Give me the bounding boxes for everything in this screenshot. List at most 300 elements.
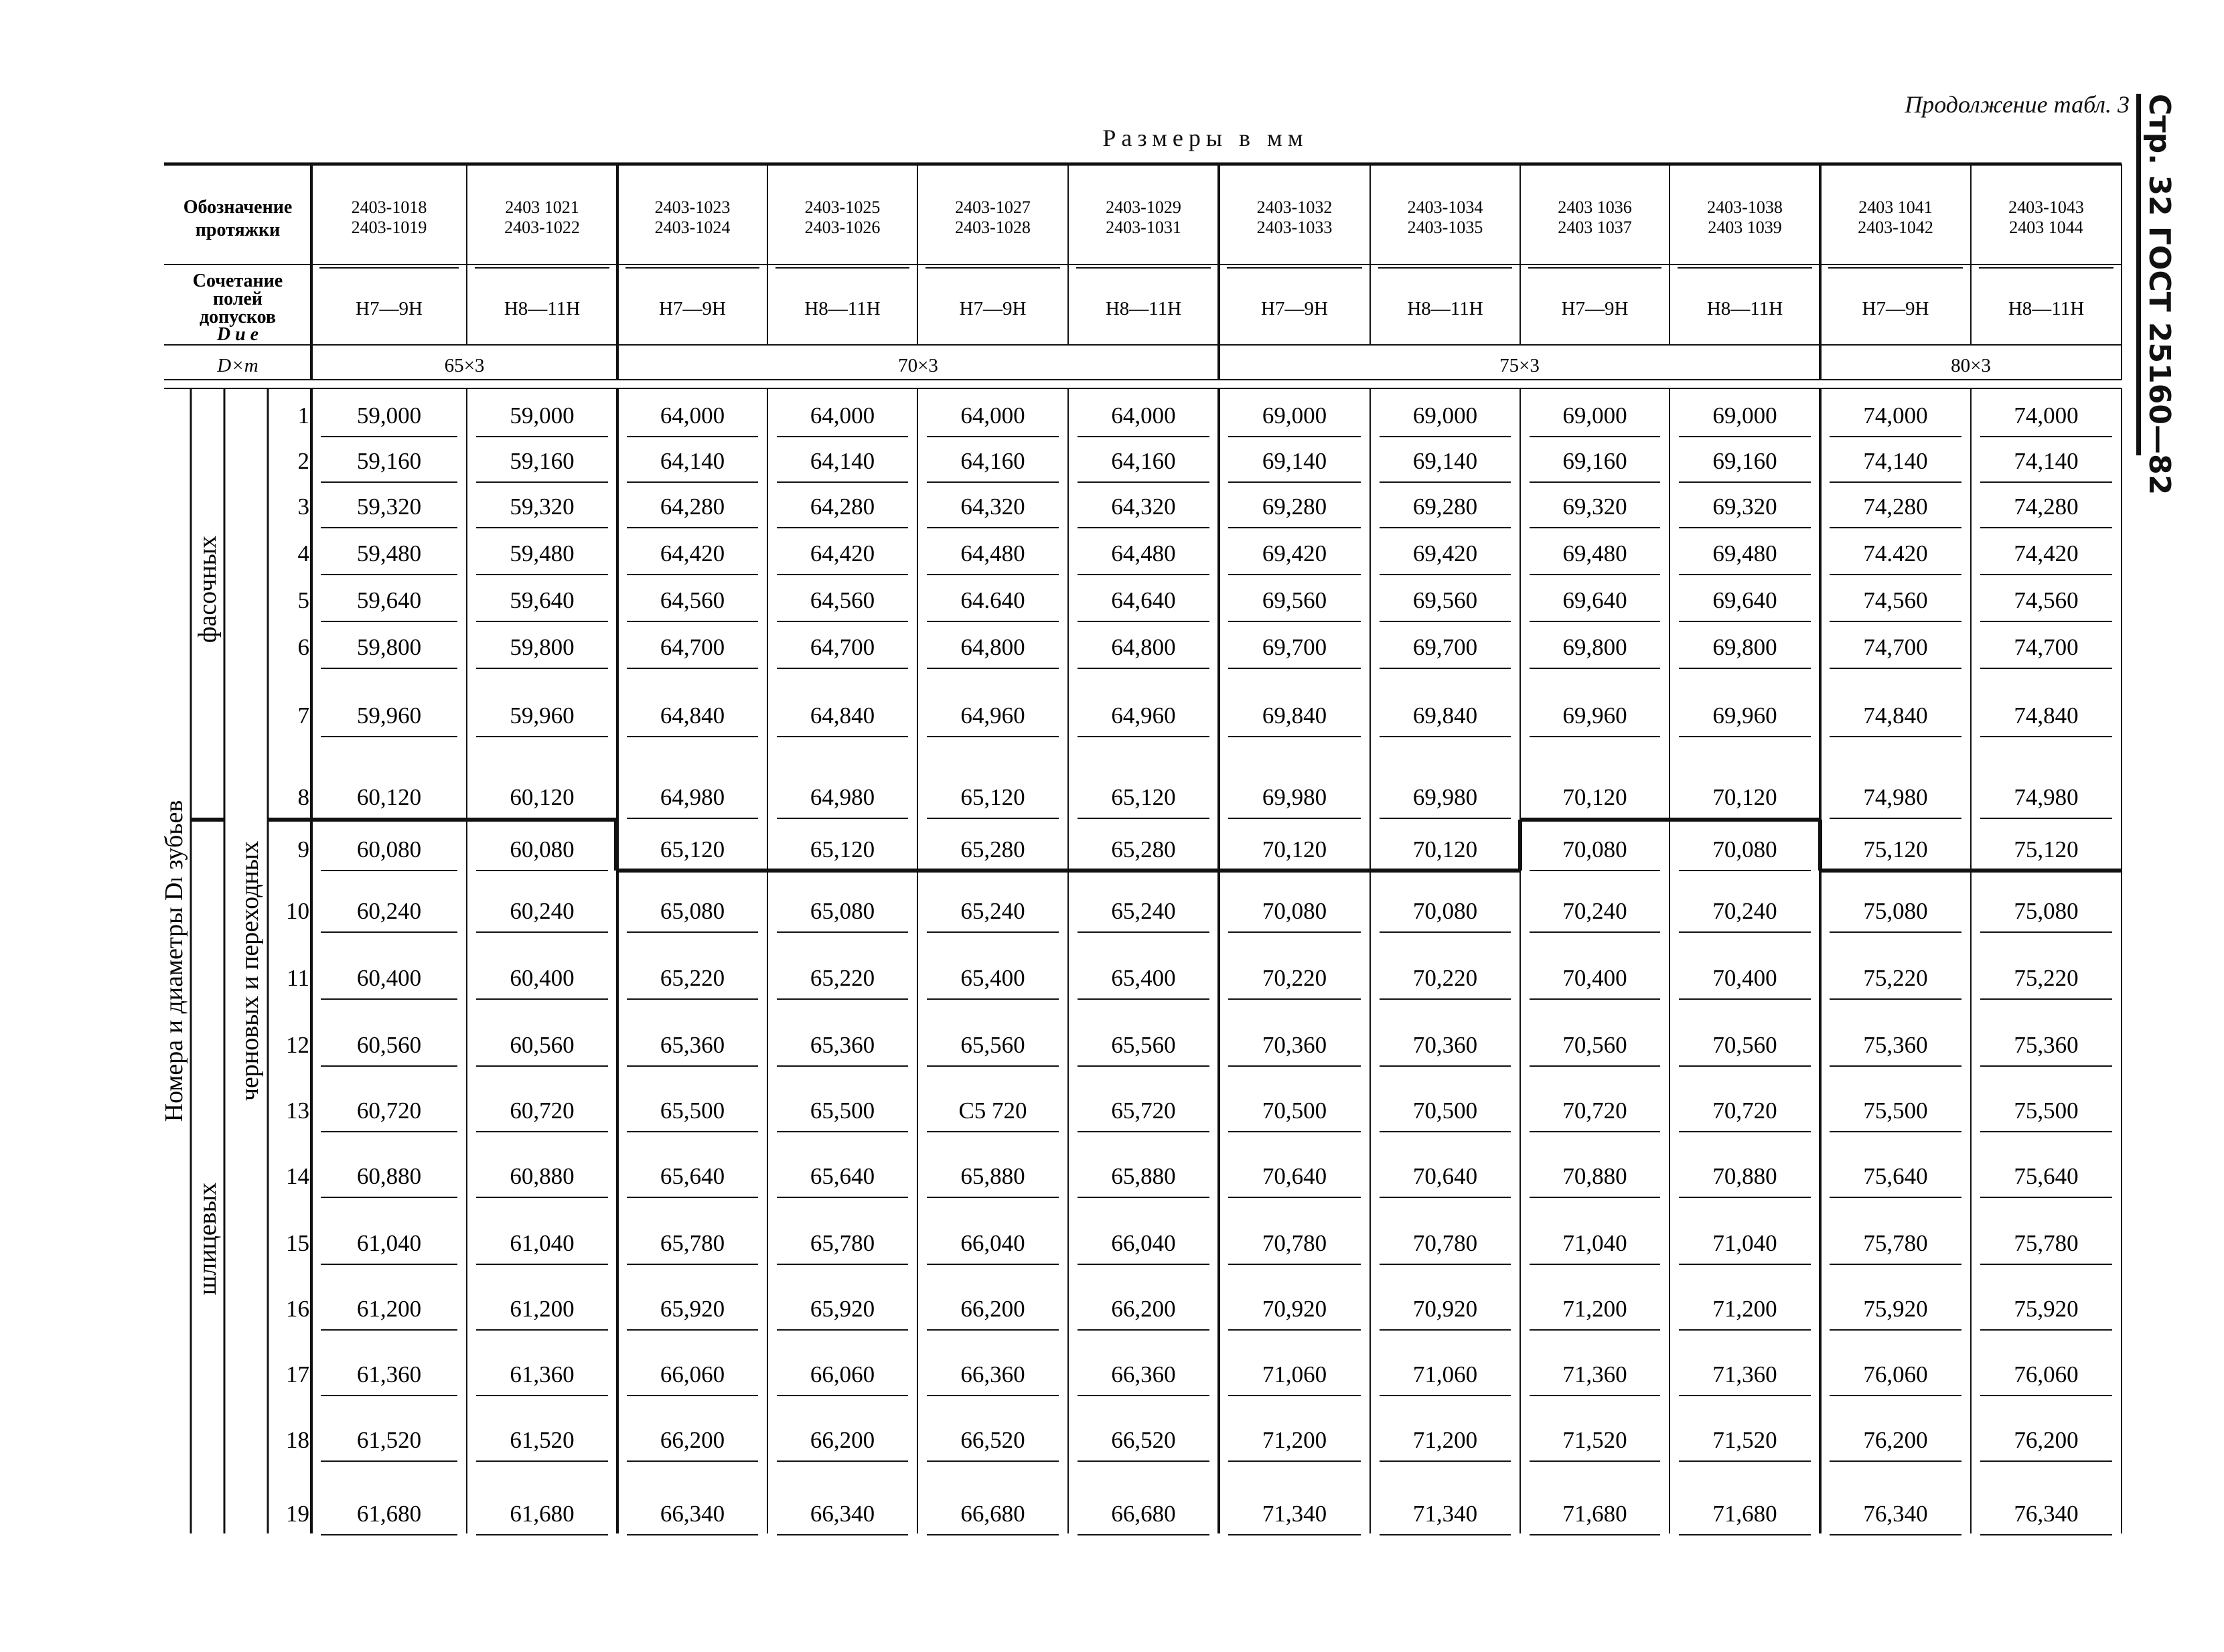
- table-cell: 75,640: [2014, 1163, 2079, 1189]
- table-cell: 61,680: [510, 1501, 575, 1527]
- designation-header-label: протяжки: [195, 220, 281, 240]
- row-group-roughing-label: черновых и переходных: [236, 840, 264, 1102]
- table-cell: 69,640: [1712, 587, 1777, 613]
- table-cell: 64,840: [660, 702, 725, 729]
- row-number: 4: [297, 540, 309, 567]
- table-cell: 64,960: [960, 702, 1025, 729]
- table-cell: 75,120: [2014, 836, 2079, 862]
- table-cell: 70,920: [1262, 1296, 1327, 1322]
- table-cell: 60,080: [510, 836, 575, 862]
- table-cell: 65,120: [960, 784, 1025, 810]
- column-designation: 2403 1041: [1858, 198, 1933, 217]
- table-cell: 64,480: [960, 540, 1025, 567]
- table-cell: 69,140: [1412, 448, 1478, 474]
- table-cell: 70,780: [1262, 1230, 1327, 1256]
- table-cell: 76,340: [1863, 1501, 1928, 1527]
- table-cell: 71,040: [1562, 1230, 1627, 1256]
- table-cell: 71,200: [1412, 1427, 1478, 1453]
- table-cell: 70,780: [1412, 1230, 1478, 1256]
- column-designation: 2403-1031: [1106, 218, 1181, 237]
- table-cell: 60,720: [510, 1098, 575, 1124]
- column-designation: 2403-1043: [2008, 198, 2084, 217]
- table-cell: 69,280: [1412, 494, 1478, 520]
- table-cell: 70,120: [1562, 784, 1627, 810]
- table-cell: 65,120: [1111, 784, 1176, 810]
- table-cell: 69,640: [1562, 587, 1627, 613]
- table-cell: 70,240: [1712, 898, 1777, 924]
- column-tolerance: H8—11H: [1105, 298, 1182, 319]
- table-cell: 69,480: [1712, 540, 1777, 567]
- column-designation: 2403 1036: [1558, 198, 1632, 217]
- table-cell: 65,280: [960, 836, 1025, 862]
- row-number: 2: [297, 448, 309, 474]
- row-number: 17: [286, 1361, 309, 1387]
- table-cell: 75,920: [1863, 1296, 1928, 1322]
- column-tolerance: H7—9H: [959, 298, 1027, 319]
- table-cell: 71,520: [1712, 1427, 1777, 1453]
- table-cell: 59,160: [510, 448, 575, 474]
- table-cell: 69,000: [1712, 402, 1777, 429]
- row-number: 7: [297, 702, 309, 729]
- table-cell: 74,560: [1863, 587, 1928, 613]
- column-tolerance: H8—11H: [1706, 298, 1783, 319]
- table-cell: 75,120: [1863, 836, 1928, 862]
- table-cell: 69,420: [1412, 540, 1478, 567]
- row-number: 10: [286, 898, 309, 924]
- table-cell: 61,520: [356, 1427, 422, 1453]
- table-cell: 61,680: [356, 1501, 422, 1527]
- table-cell: 75,220: [2014, 965, 2079, 991]
- table-cell: 65,560: [1111, 1032, 1176, 1058]
- table-cell: 64,700: [660, 634, 725, 660]
- table-cell: 74,700: [1863, 634, 1928, 660]
- table-cell: 75,080: [1863, 898, 1928, 924]
- table-cell: 69,280: [1262, 494, 1327, 520]
- table-cell: 70,720: [1562, 1098, 1627, 1124]
- table-cell: 59,000: [356, 402, 422, 429]
- table-cell: 74,980: [1863, 784, 1928, 810]
- table-cell: 59,640: [356, 587, 422, 613]
- table-cell: 70,880: [1562, 1163, 1627, 1189]
- table-cell: 64,160: [1111, 448, 1176, 474]
- table-cell: 65,400: [1111, 965, 1176, 991]
- column-tolerance: H7—9H: [1561, 298, 1629, 319]
- tolerance-header-label: D и e: [216, 324, 259, 345]
- table-cell: 69,000: [1412, 402, 1478, 429]
- table-cell: 65,640: [660, 1163, 725, 1189]
- table-cell: 75,780: [1863, 1230, 1928, 1256]
- table-cell: 65,920: [810, 1296, 875, 1322]
- column-tolerance: H8—11H: [2008, 298, 2085, 319]
- column-designation: 2403-1038: [1707, 198, 1783, 217]
- row-number: 11: [287, 965, 309, 991]
- table-cell: 74,840: [1863, 702, 1928, 729]
- table-cell: 59,480: [356, 540, 422, 567]
- table-cell: 76,060: [2014, 1361, 2079, 1387]
- table-cell: 65,500: [660, 1098, 725, 1124]
- table-cell: 69,560: [1412, 587, 1478, 613]
- table-cell: 71,040: [1712, 1230, 1777, 1256]
- table-cell: 60,880: [510, 1163, 575, 1189]
- table-cell: 64,700: [810, 634, 875, 660]
- table-cell: 69,000: [1562, 402, 1627, 429]
- table-cell: 69,560: [1262, 587, 1327, 613]
- column-designation: 2403-1023: [654, 198, 731, 217]
- column-designation: 2403 1039: [1708, 218, 1782, 237]
- table-cell: 64,980: [660, 784, 725, 810]
- column-tolerance: H8—11H: [1407, 298, 1483, 319]
- table-cell: 74,560: [2014, 587, 2079, 613]
- table-cell: 64,000: [810, 402, 875, 429]
- table-cell: 60,560: [356, 1032, 422, 1058]
- table-cell: 69,960: [1562, 702, 1627, 729]
- table-cell: 69,840: [1412, 702, 1478, 729]
- table-cell: 70,560: [1712, 1032, 1777, 1058]
- table-cell: 64,280: [660, 494, 725, 520]
- table-cell: 65,220: [660, 965, 725, 991]
- table-cell: 70,500: [1412, 1098, 1478, 1124]
- column-tolerance: H7—9H: [1862, 298, 1929, 319]
- table-cell: 65,880: [960, 1163, 1025, 1189]
- row-number: 13: [286, 1098, 309, 1124]
- table-cell: 69,800: [1712, 634, 1777, 660]
- table-cell: 66,060: [660, 1361, 725, 1387]
- table-cell: 71,520: [1562, 1427, 1627, 1453]
- table-cell: 66,360: [960, 1361, 1025, 1387]
- table-cell: 65,220: [810, 965, 875, 991]
- row-group-spline-label: шлицевых: [194, 1182, 222, 1296]
- column-tolerance: H7—9H: [356, 298, 423, 319]
- table-cell: 66,340: [660, 1501, 725, 1527]
- table-cell: 64,560: [660, 587, 725, 613]
- table-cell: 66,520: [960, 1427, 1025, 1453]
- tolerance-header-label: Сочетание: [192, 271, 283, 291]
- table-cell: 74,840: [2014, 702, 2079, 729]
- table-cell: 61,360: [356, 1361, 422, 1387]
- table-cell: 74,140: [2014, 448, 2079, 474]
- table-cell: 66,200: [1111, 1296, 1176, 1322]
- table-cell: 74,000: [1863, 402, 1928, 429]
- table-cell: 74,000: [2014, 402, 2079, 429]
- row-number: 6: [297, 634, 309, 660]
- table-cell: 59,960: [356, 702, 422, 729]
- table-cell: 64,280: [810, 494, 875, 520]
- table-cell: 70,080: [1712, 836, 1777, 862]
- table-cell: 64.640: [960, 587, 1025, 613]
- table-cell: 60,120: [510, 784, 575, 810]
- table-cell: 64,980: [810, 784, 875, 810]
- column-designation: 2403-1033: [1256, 218, 1333, 237]
- table-cell: 64,320: [960, 494, 1025, 520]
- designation-header-label: Обозначение: [183, 197, 293, 218]
- table-cell: 75,500: [2014, 1098, 2079, 1124]
- table-cell: 76,200: [1863, 1427, 1928, 1453]
- column-tolerance: H7—9H: [659, 298, 726, 319]
- table-cell: 69,160: [1712, 448, 1777, 474]
- table-cell: 64,800: [1111, 634, 1176, 660]
- column-designation: 2403-1018: [351, 198, 427, 217]
- table-cell: 64,480: [1111, 540, 1176, 567]
- table-cell: 66,200: [810, 1427, 875, 1453]
- table-cell: 75,080: [2014, 898, 2079, 924]
- table-cell: 59,160: [356, 448, 422, 474]
- table-cell: 70,120: [1412, 836, 1478, 862]
- table-cell: 65,780: [660, 1230, 725, 1256]
- table-cell: 69,320: [1562, 494, 1627, 520]
- table-cell: 59,960: [510, 702, 575, 729]
- table-cell: 70,500: [1262, 1098, 1327, 1124]
- table-cell: 60,560: [510, 1032, 575, 1058]
- table-cell: 66,040: [1111, 1230, 1176, 1256]
- table-cell: 60,400: [356, 965, 422, 991]
- table-cell: 61,360: [510, 1361, 575, 1387]
- table-cell: 64,560: [810, 587, 875, 613]
- table-cell: 69,700: [1262, 634, 1327, 660]
- column-tolerance: H8—11H: [804, 298, 881, 319]
- column-designation: 2403-1042: [1858, 218, 1933, 237]
- table-cell: 61,200: [356, 1296, 422, 1322]
- table-cell: 64,800: [960, 634, 1025, 660]
- table-cell: 61,040: [356, 1230, 422, 1256]
- table-cell: 70,120: [1262, 836, 1327, 862]
- table-cell: 59,640: [510, 587, 575, 613]
- table-cell: 69,980: [1262, 784, 1327, 810]
- dxm-group: 70×3: [898, 355, 938, 376]
- table-cell: 69,320: [1712, 494, 1777, 520]
- table-cell: 70,080: [1412, 898, 1478, 924]
- table-cell: 65,080: [810, 898, 875, 924]
- table-cell: 74.420: [1863, 540, 1928, 567]
- table-cell: 75,920: [2014, 1296, 2079, 1322]
- table-cell: 70,220: [1412, 965, 1478, 991]
- table-cell: C5 720: [958, 1098, 1027, 1124]
- table-cell: 65,240: [1111, 898, 1176, 924]
- table-cell: 75,500: [1863, 1098, 1928, 1124]
- row-number: 18: [286, 1427, 309, 1453]
- table-cell: 64,320: [1111, 494, 1176, 520]
- table-cell: 69,700: [1412, 634, 1478, 660]
- table-cell: 65,400: [960, 965, 1025, 991]
- side-header-text: Стр. 32 ГОСТ 25160—82: [2142, 94, 2176, 496]
- table-cell: 66,060: [810, 1361, 875, 1387]
- table-cell: 71,200: [1262, 1427, 1327, 1453]
- table-cell: 59,320: [356, 494, 422, 520]
- row-number: 5: [297, 587, 309, 613]
- table-cell: 60,240: [356, 898, 422, 924]
- table-cell: 74,420: [2014, 540, 2079, 567]
- table-cell: 65,120: [660, 836, 725, 862]
- table-cell: 65,360: [660, 1032, 725, 1058]
- table-cell: 69,160: [1562, 448, 1627, 474]
- table-cell: 70,360: [1262, 1032, 1327, 1058]
- table-cell: 70,080: [1262, 898, 1327, 924]
- table-cell: 65,500: [810, 1098, 875, 1124]
- table-cell: 71,340: [1412, 1501, 1478, 1527]
- table-cell: 70,220: [1262, 965, 1327, 991]
- sizes-unit-label: Размеры в мм: [1102, 125, 1309, 151]
- table-cell: 76,340: [2014, 1501, 2079, 1527]
- table-cell: 60,720: [356, 1098, 422, 1124]
- table-cell: 70,080: [1562, 836, 1627, 862]
- table-cell: 66,680: [960, 1501, 1025, 1527]
- table-cell: 66,200: [660, 1427, 725, 1453]
- table-cell: 59,800: [356, 634, 422, 660]
- row-number: 9: [297, 836, 309, 862]
- table-cell: 60,880: [356, 1163, 422, 1189]
- table-cell: 71,340: [1262, 1501, 1327, 1527]
- table-cell: 71,360: [1712, 1361, 1777, 1387]
- table-cell: 64,640: [1111, 587, 1176, 613]
- table-cell: 60,240: [510, 898, 575, 924]
- row-number: 1: [297, 402, 309, 429]
- row-number: 14: [286, 1163, 309, 1189]
- table-cell: 64,000: [1111, 402, 1176, 429]
- column-designation: 2403 1021: [505, 198, 579, 217]
- table-cell: 65,560: [960, 1032, 1025, 1058]
- table-cell: 71,200: [1712, 1296, 1777, 1322]
- table-cell: 59,800: [510, 634, 575, 660]
- table-cell: 74,700: [2014, 634, 2079, 660]
- table-cell: 65,880: [1111, 1163, 1176, 1189]
- table-cell: 69,980: [1412, 784, 1478, 810]
- dxm-group: 80×3: [1951, 355, 1991, 376]
- column-designation: 2403-1028: [955, 218, 1031, 237]
- table-cell: 76,200: [2014, 1427, 2079, 1453]
- row-number: 19: [286, 1501, 309, 1527]
- table-cell: 69,840: [1262, 702, 1327, 729]
- table-cell: 70,640: [1412, 1163, 1478, 1189]
- table-cell: 71,200: [1562, 1296, 1627, 1322]
- table-cell: 64,140: [660, 448, 725, 474]
- table-cell: 70,560: [1562, 1032, 1627, 1058]
- continuation-label: Продолжение табл. 3: [1905, 91, 2130, 118]
- column-designation: 2403-1024: [654, 218, 731, 237]
- table-cell: 75,360: [2014, 1032, 2079, 1058]
- table-cell: 65,080: [660, 898, 725, 924]
- row-group-chamfer-label: фасочных: [194, 535, 222, 644]
- table-cell: 74,980: [2014, 784, 2079, 810]
- table-cell: 71,680: [1712, 1501, 1777, 1527]
- row-number: 12: [286, 1032, 309, 1058]
- table-cell: 71,060: [1262, 1361, 1327, 1387]
- table-cell: 70,240: [1562, 898, 1627, 924]
- table-cell: 70,640: [1262, 1163, 1327, 1189]
- column-tolerance: H8—11H: [504, 298, 581, 319]
- table-cell: 75,780: [2014, 1230, 2079, 1256]
- tolerance-header-label: допусков: [199, 307, 277, 327]
- table-cell: 59,320: [510, 494, 575, 520]
- column-designation: 2403-1029: [1106, 198, 1181, 217]
- table-cell: 70,880: [1712, 1163, 1777, 1189]
- table-cell: 64,160: [960, 448, 1025, 474]
- table-cell: 69,480: [1562, 540, 1627, 567]
- table-cell: 59,000: [510, 402, 575, 429]
- table-cell: 66,680: [1111, 1501, 1176, 1527]
- row-number: 16: [286, 1296, 309, 1322]
- row-number: 8: [297, 784, 309, 810]
- table-cell: 61,040: [510, 1230, 575, 1256]
- column-designation: 2403-1026: [804, 218, 881, 237]
- table-cell: 71,060: [1412, 1361, 1478, 1387]
- table-cell: 74,140: [1863, 448, 1928, 474]
- table-cell: 61,520: [510, 1427, 575, 1453]
- table-cell: 69,420: [1262, 540, 1327, 567]
- dxm-group: 65×3: [444, 355, 485, 376]
- table-cell: 71,360: [1562, 1361, 1627, 1387]
- table-cell: 64,960: [1111, 702, 1176, 729]
- table-cell: 75,640: [1863, 1163, 1928, 1189]
- table-cell: 64,140: [810, 448, 875, 474]
- table-cell: 60,080: [356, 836, 422, 862]
- table-cell: 64,420: [660, 540, 725, 567]
- table-cell: 66,360: [1111, 1361, 1176, 1387]
- table-cell: 70,720: [1712, 1098, 1777, 1124]
- row-number: 15: [286, 1230, 309, 1256]
- table-cell: 60,120: [356, 784, 422, 810]
- table-cell: 65,780: [810, 1230, 875, 1256]
- table-cell: 69,800: [1562, 634, 1627, 660]
- table-cell: 65,120: [810, 836, 875, 862]
- table-cell: 65,240: [960, 898, 1025, 924]
- table-cell: 69,960: [1712, 702, 1777, 729]
- table-cell: 61,200: [510, 1296, 575, 1322]
- table-cell: 64,000: [960, 402, 1025, 429]
- column-designation: 2403-1027: [955, 198, 1031, 217]
- table-cell: 76,060: [1863, 1361, 1928, 1387]
- table-cell: 66,200: [960, 1296, 1025, 1322]
- column-designation: 2403-1034: [1407, 198, 1483, 217]
- table-cell: 70,360: [1412, 1032, 1478, 1058]
- table-cell: 70,920: [1412, 1296, 1478, 1322]
- table-cell: 65,920: [660, 1296, 725, 1322]
- table-cell: 65,640: [810, 1163, 875, 1189]
- table-cell: 64,000: [660, 402, 725, 429]
- table-cell: 75,360: [1863, 1032, 1928, 1058]
- table-cell: 65,280: [1111, 836, 1176, 862]
- dxm-group: 75×3: [1499, 355, 1540, 376]
- table-cell: 74,280: [1863, 494, 1928, 520]
- table-cell: 70,400: [1712, 965, 1777, 991]
- table-cell: 69,140: [1262, 448, 1327, 474]
- column-tolerance: H7—9H: [1261, 298, 1328, 319]
- table-cell: 59,480: [510, 540, 575, 567]
- column-designation: 2403-1035: [1407, 218, 1483, 237]
- table-cell: 64,420: [810, 540, 875, 567]
- column-designation: 2403-1032: [1256, 198, 1333, 217]
- column-designation: 2403 1037: [1558, 218, 1632, 237]
- dxm-header-label: D×m: [217, 355, 258, 376]
- table-cell: 65,360: [810, 1032, 875, 1058]
- column-designation: 2403 1044: [2009, 218, 2083, 237]
- table-cell: 70,120: [1712, 784, 1777, 810]
- tolerance-header-label: полей: [212, 289, 263, 309]
- table-cell: 60,400: [510, 965, 575, 991]
- table-cell: 64,840: [810, 702, 875, 729]
- column-designation: 2403-1022: [504, 218, 580, 237]
- table-cell: 66,520: [1111, 1427, 1176, 1453]
- column-designation: 2403-1019: [351, 218, 427, 237]
- table-cell: 66,040: [960, 1230, 1025, 1256]
- table-cell: 65,720: [1111, 1098, 1176, 1124]
- table-cell: 71,680: [1562, 1501, 1627, 1527]
- column-designation: 2403-1025: [804, 198, 881, 217]
- table-cell: 69,000: [1262, 402, 1327, 429]
- table-cell: 70,400: [1562, 965, 1627, 991]
- row-group-main-label: Номера и диаметры Dₗ зубьев: [160, 800, 188, 1122]
- row-number: 3: [297, 494, 309, 520]
- table-cell: 66,340: [810, 1501, 875, 1527]
- table-cell: 74,280: [2014, 494, 2079, 520]
